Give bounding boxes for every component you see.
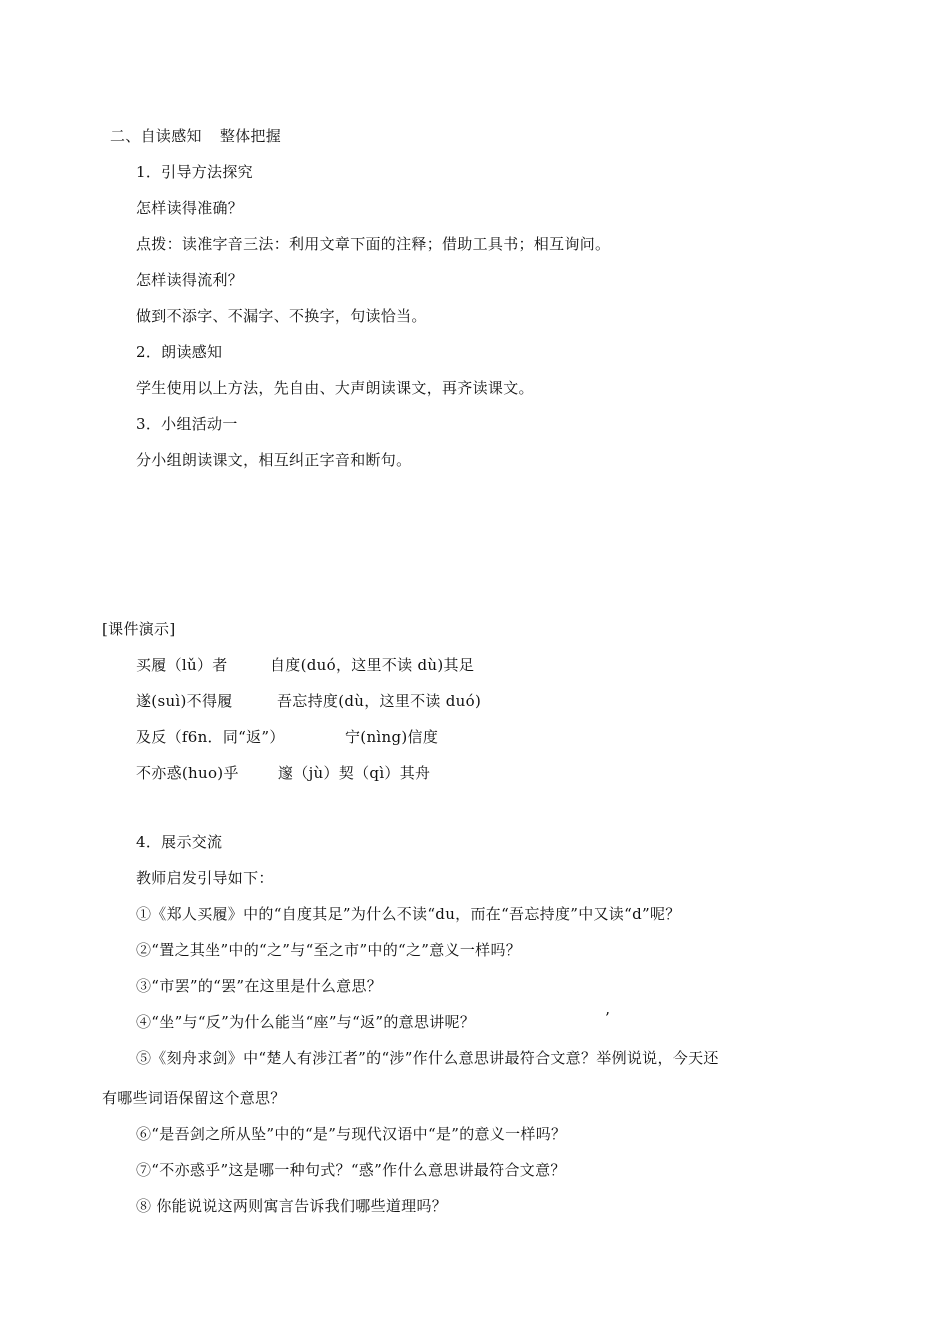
step1-title: 1．引导方法探究: [136, 163, 253, 181]
demo-row-left: 不亦惑(huo)乎: [136, 764, 239, 782]
step2-title: 2．朗读感知: [136, 343, 223, 361]
discussion-question: ⑤《刻舟求剑》中“楚人有涉江者”的“涉”作什么意思讲最符合文意？举例说说，今天还: [136, 1049, 719, 1067]
discussion-question-continued: 有哪些词语保留这个意思？: [102, 1089, 286, 1107]
question-fluency: 怎样读得流利？: [136, 271, 244, 289]
discussion-question: ④“坐”与“反”为什么能当“座”与“返”的意思讲呢？: [136, 1013, 476, 1031]
step2-text: 学生使用以上方法，先自由、大声朗读课文，再齐读课文。: [136, 379, 534, 397]
demo-row-right: 吾忘持度(dù，这里不读 duó): [277, 692, 482, 710]
section-title-part2: 整体把握: [219, 127, 282, 145]
section-title: [110, 126, 281, 146]
question-accuracy: 怎样读得准确？: [136, 199, 244, 217]
discussion-question: ⑦“不亦惑乎”这是哪一种句式？“惑”作什么意思讲最符合文意？: [136, 1161, 566, 1179]
discussion-question: ⑧ 你能说说这两则寓言告诉我们哪些道理吗？: [136, 1197, 448, 1215]
step3-title: 3．小组活动一: [136, 415, 238, 433]
discussion-question: ⑥“是吾剑之所从坠”中的“是”与现代汉语中“是”的意义一样吗？: [136, 1125, 567, 1143]
section-title-part1: 二、自读感知: [110, 127, 202, 145]
demo-row-right: 邃（jù）契（qì）其舟: [278, 764, 431, 782]
step4-title: 4．展示交流: [136, 833, 223, 851]
tip-pronunciation: 点拨：读准字音三法：利用文章下面的注释；借助工具书；相互询问。: [136, 235, 611, 253]
stray-mark: ’: [605, 1009, 611, 1027]
discussion-question: ③“市罢”的“罢”在这里是什么意思？: [136, 977, 383, 995]
demo-row-right: 宁(nìng)信度: [345, 728, 439, 746]
demo-header: [课件演示]: [102, 620, 176, 638]
demo-row-left: 及反（f6n．同“返”）: [136, 728, 285, 746]
step3-text: 分小组朗读课文，相互纠正字音和断句。: [136, 451, 412, 469]
tip-fluency: 做到不添字、不漏字、不换字，句读恰当。: [136, 307, 427, 325]
discussion-question: ②“置之其坐”中的“之”与“至之市”中的“之”意义一样吗？: [136, 941, 522, 959]
step4-intro: 教师启发引导如下：: [136, 869, 274, 887]
demo-row-left: 遂(suì)不得履: [136, 692, 233, 710]
demo-row-left: 买履（lǔ）者: [136, 656, 228, 674]
demo-row-right: 自度(duó，这里不读 dù)其足: [270, 656, 475, 674]
discussion-question: ①《郑人买履》中的“自度其足”为什么不读“du，而在“吾忘持度”中又读“d”呢？: [136, 905, 681, 923]
